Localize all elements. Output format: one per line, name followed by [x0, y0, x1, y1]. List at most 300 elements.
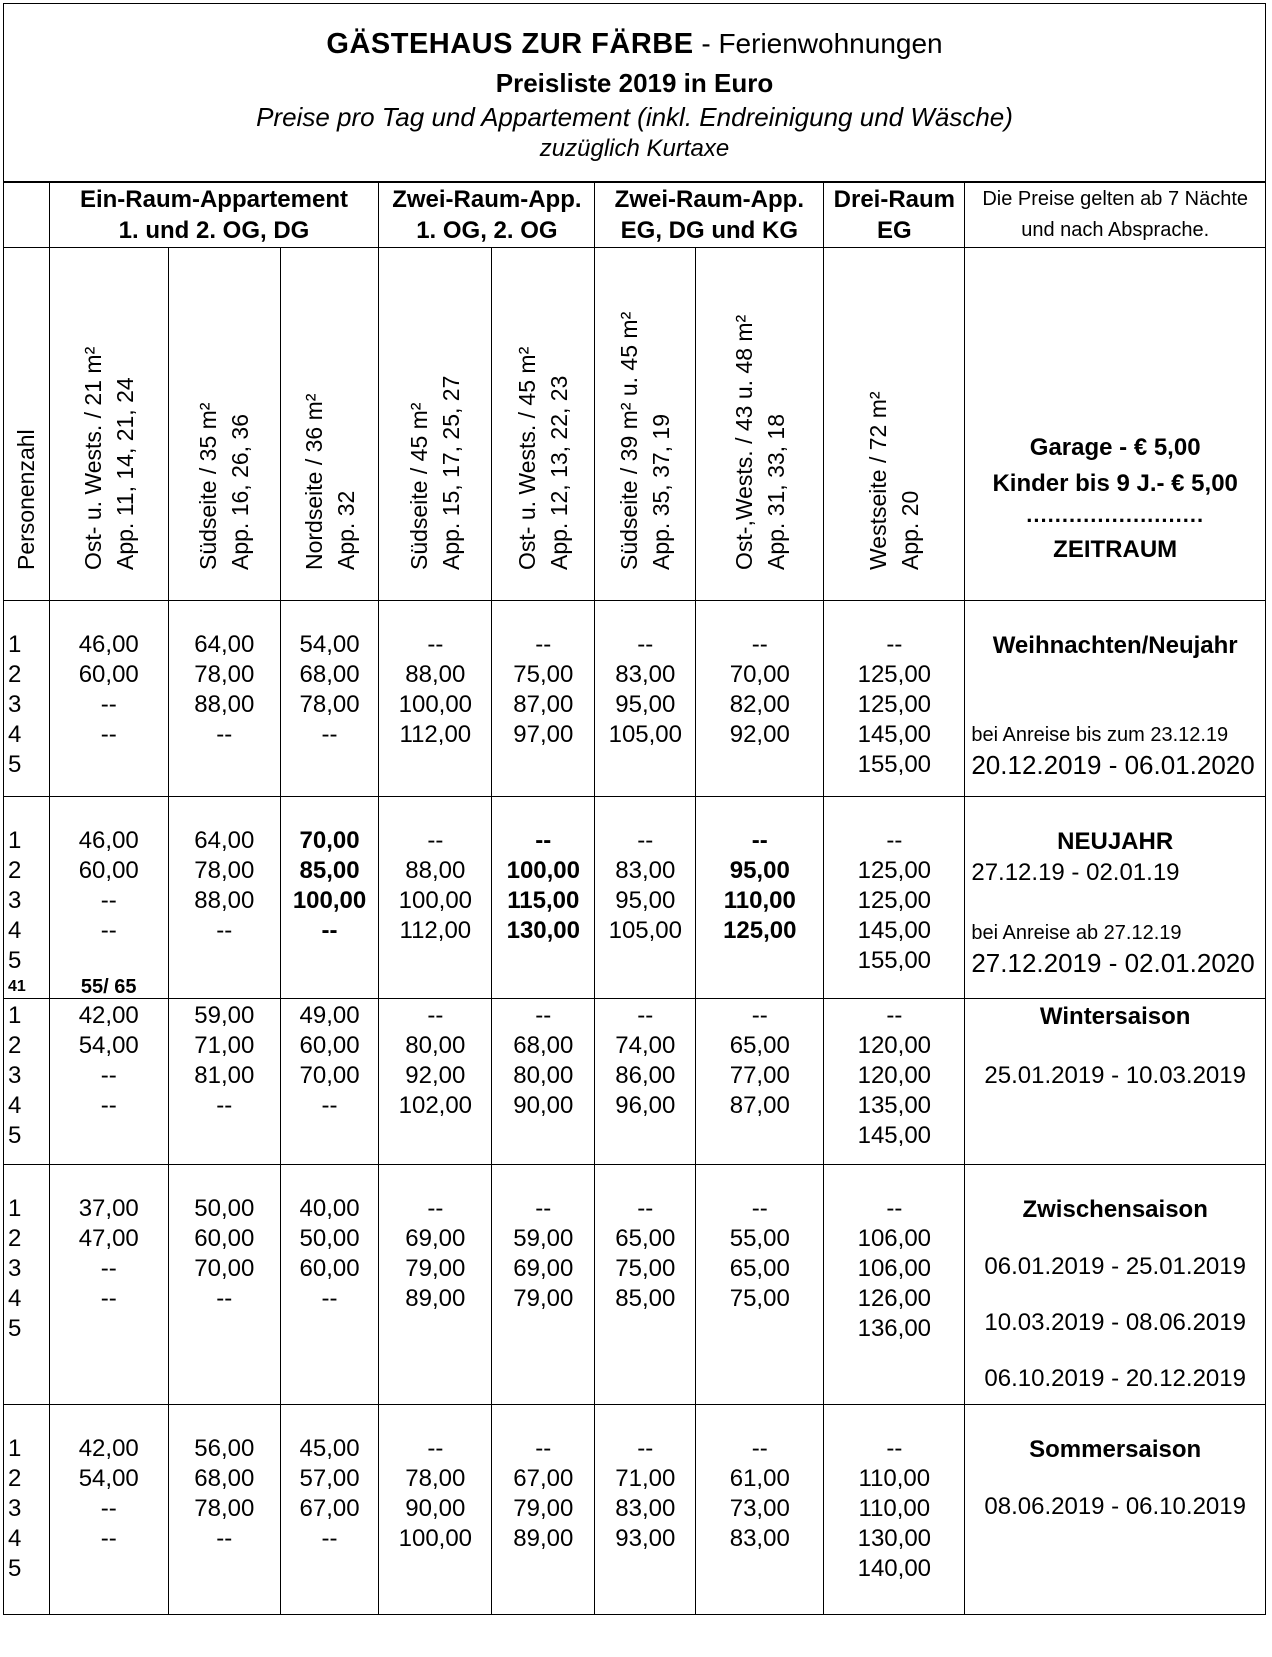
price-value: 95,00 — [615, 887, 676, 914]
price-value: 105,00 — [608, 917, 682, 944]
price-value: 61,00 — [729, 1465, 790, 1492]
person-count: 2 — [8, 857, 22, 884]
price-value — [492, 1314, 594, 1344]
price-value: 100,00 — [398, 691, 473, 718]
price-cell — [379, 999, 492, 1165]
person-count: 3 — [8, 887, 22, 914]
kids-price: Kinder bis 9 J.- € 5,00 — [992, 470, 1238, 497]
price-value: -- — [427, 1195, 444, 1222]
price-value: 87,00 — [513, 691, 574, 718]
price-value: 60,00 — [78, 857, 139, 884]
price-value: 67,00 — [299, 1495, 360, 1522]
price-value — [281, 750, 379, 780]
price-value: 83,00 — [615, 857, 676, 884]
price-value — [50, 1314, 168, 1344]
price-cell — [280, 797, 379, 999]
season-dates: 27.12.2019 - 02.01.2020 — [971, 948, 1255, 978]
price-list-sheet — [3, 3, 1266, 1653]
price-value: -- — [637, 1195, 654, 1222]
text-line: 1. OG, 2. OG — [416, 216, 558, 244]
price-value: 100,00 — [398, 1525, 473, 1552]
price-value: 70,00 — [299, 827, 360, 854]
person-count: 3 — [8, 1062, 22, 1089]
price-value: 42,00 — [78, 1002, 139, 1029]
price-value: 96,00 — [615, 1092, 676, 1119]
text-line: Südseite / 39 m² u. 45 m² — [616, 311, 643, 570]
text-line: App. 12, 13, 22, 23 — [546, 375, 573, 570]
price-value: 90,00 — [405, 1495, 466, 1522]
text-line: Zwei-Raum-App. — [392, 185, 582, 213]
column-header — [280, 248, 379, 601]
price-cell — [824, 1165, 965, 1405]
price-cell — [168, 1165, 280, 1405]
price-value: 106,00 — [857, 1255, 932, 1282]
price-value: 110,00 — [858, 1465, 931, 1492]
price-value: 115,00 — [507, 887, 580, 914]
price-cell — [824, 999, 965, 1165]
text-line: Ost-,Wests. / 43 u. 48 m² — [730, 314, 757, 570]
person-count: 5 — [8, 751, 22, 778]
price-value — [169, 946, 280, 976]
price-value: 83,00 — [615, 661, 676, 688]
price-value: 125,00 — [857, 887, 932, 914]
text-line: Südseite / 45 m² — [406, 402, 433, 570]
price-value: 40,00 — [299, 1195, 360, 1222]
text-line: Personenzahl — [13, 429, 40, 570]
price-value: 68,00 — [513, 1032, 574, 1059]
price-value: 130,00 — [506, 917, 580, 944]
person-count: 1 — [8, 631, 22, 658]
price-value: -- — [535, 1435, 552, 1462]
price-value: 110,00 — [723, 887, 796, 914]
text-line: 1. und 2. OG, DG — [118, 216, 310, 244]
price-value: 64,00 — [194, 631, 255, 658]
zeitraum-label: ZEITRAUM — [1053, 536, 1178, 563]
price-cell — [49, 797, 168, 999]
persons-cell — [4, 999, 50, 1165]
price-value: 60,00 — [78, 661, 139, 688]
price-cell — [595, 601, 696, 797]
price-value: -- — [535, 827, 552, 854]
side-info — [965, 248, 1266, 601]
person-count: 1 — [8, 1435, 22, 1462]
text-line: Ost- u. Wests. / 21 m² — [79, 346, 106, 570]
persons-cell — [4, 601, 50, 797]
column-header — [696, 248, 824, 601]
price-value — [492, 1121, 594, 1151]
price-value: 75,00 — [615, 1255, 676, 1282]
season-row — [4, 1405, 1266, 1615]
price-value: 60,00 — [299, 1032, 360, 1059]
price-value — [281, 1554, 379, 1584]
header-line-4: zuzüglich Kurtaxe — [539, 135, 730, 162]
extra-number: 41 — [8, 978, 26, 995]
price-cell — [492, 1165, 595, 1405]
price-value: -- — [216, 721, 233, 748]
price-value: 71,00 — [194, 1032, 255, 1059]
price-value: 45,00 — [299, 1435, 360, 1462]
price-cell — [696, 1165, 824, 1405]
price-value: 59,00 — [194, 1002, 255, 1029]
season-info — [965, 797, 1266, 999]
text-line: App. 32 — [332, 490, 359, 570]
price-value: 81,00 — [194, 1062, 255, 1089]
price-value: -- — [637, 1002, 654, 1029]
price-value: 49,00 — [299, 1002, 360, 1029]
price-value: 145,00 — [857, 721, 932, 748]
price-value: 50,00 — [299, 1225, 360, 1252]
price-value: -- — [535, 1002, 552, 1029]
column-header — [168, 248, 280, 601]
price-value: 155,00 — [857, 751, 932, 778]
price-value: 60,00 — [194, 1225, 255, 1252]
price-cell — [168, 797, 280, 999]
price-value: 56,00 — [194, 1435, 255, 1462]
price-cell — [280, 1165, 379, 1405]
price-value: -- — [100, 1255, 117, 1282]
price-value: 136,00 — [857, 1315, 932, 1342]
text-line: App. 15, 17, 25, 27 — [438, 375, 465, 570]
price-value: 95,00 — [729, 857, 790, 884]
price-value: -- — [751, 1002, 768, 1029]
price-value: -- — [637, 827, 654, 854]
price-value: -- — [100, 691, 117, 718]
price-value: 69,00 — [513, 1255, 574, 1282]
price-value — [50, 1554, 168, 1584]
text-line: Nordseite / 36 m² — [300, 393, 327, 570]
price-value: 70,00 — [299, 1062, 360, 1089]
text-line: EG, DG und KG — [620, 216, 798, 244]
price-value: -- — [100, 1495, 117, 1522]
price-cell — [379, 601, 492, 797]
price-value: 82,00 — [729, 691, 790, 718]
person-count: 2 — [8, 1032, 22, 1059]
price-value: 85,00 — [615, 1285, 676, 1312]
price-value — [379, 750, 491, 780]
price-cell — [280, 601, 379, 797]
season-dates: 06.10.2019 - 20.12.2019 — [984, 1365, 1246, 1392]
price-value: 125,00 — [857, 661, 932, 688]
person-count: 1 — [8, 827, 22, 854]
person-count: 5 — [8, 1122, 22, 1149]
price-value — [595, 1314, 695, 1344]
price-value — [379, 946, 491, 976]
price-value — [595, 750, 695, 780]
price-cell — [595, 999, 696, 1165]
person-count: 5 — [8, 947, 22, 974]
price-value — [50, 750, 168, 780]
column-header — [595, 248, 696, 601]
text-line: App. 11, 14, 21, 24 — [111, 377, 138, 570]
person-count: 2 — [8, 661, 22, 688]
price-value: 126,00 — [857, 1285, 932, 1312]
price-value — [696, 1314, 823, 1344]
person-count: 3 — [8, 691, 22, 718]
season-name: Weihnachten/Neujahr — [992, 632, 1238, 659]
price-value: 90,00 — [513, 1092, 574, 1119]
price-value: 57,00 — [299, 1465, 360, 1492]
price-value: -- — [427, 827, 444, 854]
price-value: 85,00 — [299, 857, 360, 884]
price-value: 112,00 — [399, 721, 472, 748]
season-note: bei Anreise bis zum 23.12.19 — [971, 724, 1229, 746]
price-cell — [49, 1165, 168, 1405]
price-value: -- — [886, 631, 903, 658]
group-header — [49, 182, 379, 248]
price-value: 37,00 — [78, 1195, 139, 1222]
price-cell — [49, 601, 168, 797]
price-value: -- — [751, 631, 768, 658]
person-count: 4 — [8, 1525, 22, 1552]
price-value: 87,00 — [729, 1092, 790, 1119]
price-value — [595, 946, 695, 976]
price-cell — [168, 601, 280, 797]
column-header — [379, 248, 492, 601]
text-line: Zwei-Raum-App. — [614, 185, 804, 213]
person-count: 5 — [8, 1555, 22, 1582]
season-row — [4, 601, 1266, 797]
price-value: 97,00 — [513, 721, 574, 748]
text-line: EG — [876, 216, 912, 244]
price-cell — [492, 601, 595, 797]
price-value: 54,00 — [78, 1465, 139, 1492]
price-value: -- — [427, 631, 444, 658]
price-value: 100,00 — [398, 887, 473, 914]
price-value: 145,00 — [857, 917, 932, 944]
price-cell — [168, 999, 280, 1165]
price-value: 120,00 — [857, 1062, 932, 1089]
price-value — [379, 1554, 491, 1584]
price-value: 89,00 — [405, 1285, 466, 1312]
price-value: 65,00 — [729, 1255, 790, 1282]
price-value: -- — [100, 1285, 117, 1312]
price-value — [281, 946, 379, 976]
person-count: 2 — [8, 1465, 22, 1492]
season-row — [4, 1165, 1266, 1405]
price-value — [169, 750, 280, 780]
season-name: Wintersaison — [1039, 1003, 1191, 1030]
price-value: -- — [427, 1002, 444, 1029]
price-value: 78,00 — [194, 857, 255, 884]
season-row — [4, 999, 1266, 1165]
price-value: -- — [100, 1092, 117, 1119]
group-header-row — [4, 182, 1266, 248]
persons-cell — [4, 797, 50, 999]
column-header — [824, 248, 965, 601]
price-value: 60,00 — [299, 1255, 360, 1282]
title-bold: GÄSTEHAUS ZUR FÄRBE — [326, 28, 694, 60]
price-value: -- — [886, 1195, 903, 1222]
price-value — [696, 1554, 823, 1584]
price-value: 88,00 — [405, 661, 466, 688]
price-value: 125,00 — [857, 691, 932, 718]
price-value: 75,00 — [729, 1285, 790, 1312]
price-value: -- — [321, 917, 338, 944]
price-value — [379, 1121, 491, 1151]
price-value: 68,00 — [299, 661, 360, 688]
price-value — [492, 750, 594, 780]
price-value: 46,00 — [78, 631, 139, 658]
person-count: 3 — [8, 1255, 22, 1282]
price-cell — [696, 601, 824, 797]
header-line-3: Preise pro Tag und Appartement (inkl. Endreinigung und Wäsche) — [256, 102, 1013, 132]
text-line: Südseite / 35 m² — [195, 402, 222, 570]
price-value — [595, 1121, 695, 1151]
season-note: bei Anreise ab 27.12.19 — [971, 922, 1182, 944]
price-value: 125,00 — [857, 857, 932, 884]
price-cell — [696, 1405, 824, 1615]
text-line: Ost- u. Wests. / 45 m² — [514, 346, 541, 570]
title-rest: - Ferienwohnungen — [693, 28, 943, 59]
price-value: 155,00 — [857, 947, 932, 974]
text-line: App. 31, 33, 18 — [762, 413, 789, 570]
price-cell — [379, 797, 492, 999]
season-name: Sommersaison — [1029, 1436, 1202, 1463]
season-dates: 25.01.2019 - 10.03.2019 — [984, 1062, 1246, 1089]
price-cell — [49, 999, 168, 1165]
season-dates: 20.12.2019 - 06.01.2020 — [971, 750, 1255, 780]
price-value: 83,00 — [729, 1525, 790, 1552]
price-value: 71,00 — [615, 1465, 676, 1492]
season-subdates: 27.12.19 - 02.01.19 — [971, 859, 1180, 886]
group-header — [379, 182, 595, 248]
season-dates: 06.01.2019 - 25.01.2019 — [984, 1253, 1246, 1280]
person-count: 4 — [8, 917, 22, 944]
price-value: 55,00 — [729, 1225, 790, 1252]
header-box — [3, 3, 1266, 183]
price-value: -- — [886, 1002, 903, 1029]
price-value — [281, 1314, 379, 1344]
price-value: -- — [427, 1435, 444, 1462]
price-value: 69,00 — [405, 1225, 466, 1252]
price-value: 140,00 — [857, 1555, 932, 1582]
price-value: 120,00 — [857, 1032, 932, 1059]
price-value: 70,00 — [194, 1255, 255, 1282]
price-value: 65,00 — [615, 1225, 676, 1252]
text-line: Ein-Raum-Appartement — [79, 185, 348, 213]
price-value: 105,00 — [608, 721, 682, 748]
column-header — [4, 248, 50, 601]
persons-cell — [4, 1165, 50, 1405]
price-value: 67,00 — [513, 1465, 574, 1492]
page-title — [4, 28, 1265, 61]
person-count: 4 — [8, 721, 22, 748]
price-value: -- — [100, 1062, 117, 1089]
price-value: 64,00 — [194, 827, 255, 854]
price-value: 130,00 — [857, 1525, 932, 1552]
price-value: 110,00 — [858, 1495, 931, 1522]
price-value: 88,00 — [194, 887, 255, 914]
group-header — [595, 182, 824, 248]
price-cell — [492, 1405, 595, 1615]
price-value: 106,00 — [857, 1225, 932, 1252]
price-cell — [49, 1405, 168, 1615]
price-cell — [696, 797, 824, 999]
season-name: NEUJAHR — [1057, 828, 1174, 855]
price-value: 88,00 — [194, 691, 255, 718]
price-value — [696, 946, 823, 976]
price-value: 77,00 — [729, 1062, 790, 1089]
season-info — [965, 1405, 1266, 1615]
price-value — [595, 1554, 695, 1584]
price-cell — [595, 797, 696, 999]
price-value: 50,00 — [194, 1195, 255, 1222]
price-value — [492, 1554, 594, 1584]
season-row — [4, 797, 1266, 999]
price-value: -- — [100, 1525, 117, 1552]
price-value: 80,00 — [513, 1062, 574, 1089]
price-value: 95,00 — [615, 691, 676, 718]
price-value: 86,00 — [615, 1062, 676, 1089]
text-line: Drei-Raum — [833, 185, 955, 213]
price-value: 47,00 — [78, 1225, 139, 1252]
price-value: -- — [751, 827, 768, 854]
price-value: -- — [886, 1435, 903, 1462]
validity-note — [965, 182, 1266, 248]
person-count: 1 — [8, 1195, 22, 1222]
subtitle: Preisliste 2019 in Euro — [495, 68, 774, 98]
price-cell — [379, 1165, 492, 1405]
person-count: 1 — [8, 1002, 22, 1029]
price-value: 92,00 — [405, 1062, 466, 1089]
column-header — [49, 248, 168, 601]
price-value: 125,00 — [723, 917, 797, 944]
price-value: 93,00 — [615, 1525, 676, 1552]
person-count: 4 — [8, 1285, 22, 1312]
price-cell — [280, 999, 379, 1165]
price-value: 74,00 — [615, 1032, 676, 1059]
price-value: 75,00 — [513, 661, 574, 688]
price-value: 78,00 — [194, 1495, 255, 1522]
column-header — [492, 248, 595, 601]
price-value: 89,00 — [513, 1525, 574, 1552]
text-line: Die Preise gelten ab 7 Nächte — [982, 187, 1249, 210]
season-dates: 08.06.2019 - 06.10.2019 — [984, 1493, 1246, 1520]
price-value: 102,00 — [398, 1092, 473, 1119]
person-count: 5 — [8, 1315, 22, 1342]
price-value: -- — [751, 1195, 768, 1222]
price-value: 78,00 — [299, 691, 360, 718]
price-value: 79,00 — [405, 1255, 466, 1282]
price-value: -- — [100, 721, 117, 748]
price-value: -- — [216, 1285, 233, 1312]
price-value — [169, 1121, 280, 1151]
price-value: 73,00 — [729, 1495, 790, 1522]
price-value: 68,00 — [194, 1465, 255, 1492]
price-value — [379, 1314, 491, 1344]
text-line: App. 35, 37, 19 — [648, 413, 675, 570]
price-cell — [168, 1405, 280, 1615]
price-value: 42,00 — [78, 1435, 139, 1462]
price-value: -- — [321, 1285, 338, 1312]
season-name: Zwischensaison — [1022, 1196, 1208, 1223]
price-cell — [492, 999, 595, 1165]
price-cell — [824, 797, 965, 999]
price-table — [3, 181, 1266, 1615]
price-value — [50, 946, 168, 976]
price-value: 46,00 — [78, 827, 139, 854]
price-value: -- — [216, 1092, 233, 1119]
price-value: -- — [535, 1195, 552, 1222]
price-cell — [595, 1165, 696, 1405]
price-value: 112,00 — [399, 917, 472, 944]
price-value: 54,00 — [78, 1032, 139, 1059]
text-line: und nach Absprache. — [1021, 218, 1210, 241]
price-cell — [280, 1405, 379, 1615]
price-value — [492, 946, 594, 976]
price-value: -- — [751, 1435, 768, 1462]
price-value: 100,00 — [292, 887, 367, 914]
